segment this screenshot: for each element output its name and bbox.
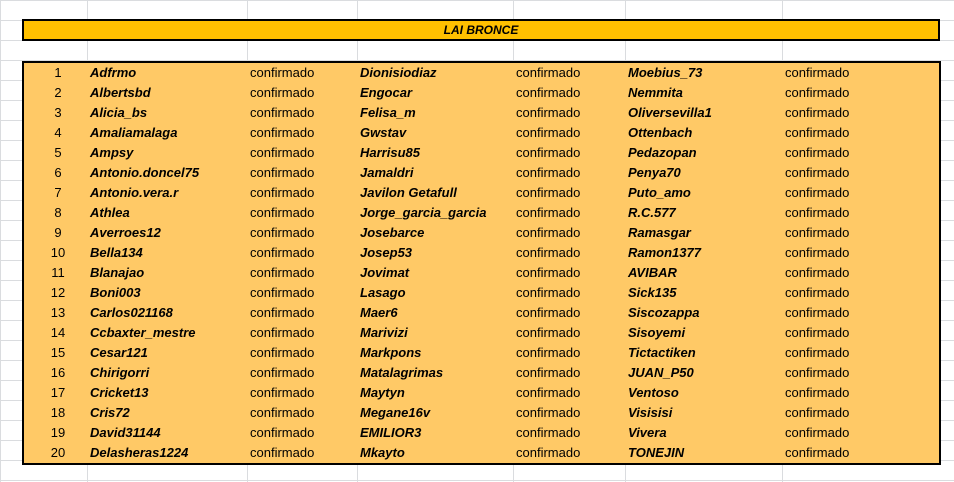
participant-name-cell[interactable]: JUAN_P50 <box>628 365 694 380</box>
participant-name-cell[interactable]: Puto_amo <box>628 185 691 200</box>
participant-name-cell[interactable]: Ampsy <box>90 145 134 160</box>
row-number-cell[interactable]: 20 <box>50 445 66 460</box>
status-cell[interactable]: confirmado <box>250 205 315 220</box>
status-cell[interactable]: confirmado <box>250 365 315 380</box>
participant-name-cell[interactable]: Albertsbd <box>90 85 151 100</box>
status-cell[interactable]: confirmado <box>785 85 850 100</box>
status-cell[interactable]: confirmado <box>250 385 315 400</box>
status-cell[interactable]: confirmado <box>250 305 315 320</box>
participant-name-cell[interactable]: Averroes12 <box>90 225 161 240</box>
row-number-cell[interactable]: 15 <box>50 345 66 360</box>
participant-name-cell[interactable]: Lasago <box>360 285 406 300</box>
status-cell[interactable]: confirmado <box>516 405 581 420</box>
participant-name-cell[interactable]: Jamaldri <box>360 165 414 180</box>
participant-name-cell[interactable]: Ventoso <box>628 385 679 400</box>
participant-name-cell[interactable]: Carlos021168 <box>90 305 173 320</box>
status-cell[interactable]: confirmado <box>516 385 581 400</box>
participant-name-cell[interactable]: Pedazopan <box>628 145 697 160</box>
table-row <box>24 163 939 183</box>
participant-name-cell[interactable]: Gwstav <box>360 125 407 140</box>
status-cell[interactable]: confirmado <box>516 105 581 120</box>
status-cell[interactable]: confirmado <box>785 165 850 180</box>
participant-name-cell[interactable]: Oliversevilla1 <box>628 105 712 120</box>
status-cell[interactable]: confirmado <box>785 245 850 260</box>
status-cell[interactable]: confirmado <box>785 385 850 400</box>
row-number-cell[interactable]: 17 <box>50 385 66 400</box>
table-row <box>24 363 939 383</box>
row-number-cell[interactable]: 14 <box>50 325 66 340</box>
status-cell[interactable]: confirmado <box>250 165 315 180</box>
status-cell[interactable]: confirmado <box>250 125 315 140</box>
status-cell[interactable]: confirmado <box>516 245 581 260</box>
status-cell[interactable]: confirmado <box>516 225 581 240</box>
status-cell[interactable]: confirmado <box>250 85 315 100</box>
status-cell[interactable]: confirmado <box>250 185 315 200</box>
row-number-cell[interactable]: 12 <box>50 285 66 300</box>
participant-name-cell[interactable]: Cris72 <box>90 405 130 420</box>
status-cell[interactable]: confirmado <box>516 265 581 280</box>
table-row <box>24 323 939 343</box>
table-row <box>24 243 939 263</box>
status-cell[interactable]: confirmado <box>516 285 581 300</box>
participant-name-cell[interactable]: Ramasgar <box>628 225 691 240</box>
participant-name-cell[interactable]: David31144 <box>90 425 161 440</box>
participant-name-cell[interactable]: Sisoyemi <box>628 325 686 340</box>
table-row <box>24 203 939 223</box>
status-cell[interactable]: confirmado <box>250 65 315 80</box>
status-cell[interactable]: confirmado <box>250 425 315 440</box>
row-number-cell[interactable]: 2 <box>54 85 62 100</box>
participant-name-cell[interactable]: Ccbaxter_mestre <box>90 325 196 340</box>
table-row <box>24 143 939 163</box>
row-number-cell[interactable]: 18 <box>50 405 66 420</box>
participant-name-cell[interactable]: Maytyn <box>360 385 405 400</box>
participant-name-cell[interactable]: Cesar121 <box>90 345 148 360</box>
participant-name-cell[interactable]: TONEJIN <box>628 445 685 460</box>
status-cell[interactable]: confirmado <box>250 285 315 300</box>
row-number-cell[interactable]: 5 <box>54 145 62 160</box>
participant-name-cell[interactable]: Matalagrimas <box>360 365 444 380</box>
participant-name-cell[interactable]: Amaliamalaga <box>90 125 178 140</box>
status-cell[interactable]: confirmado <box>516 145 581 160</box>
participant-name-cell[interactable]: Vivera <box>628 425 667 440</box>
participant-name-cell[interactable]: Nemmita <box>628 85 683 100</box>
participants-table <box>22 61 941 465</box>
row-number-cell[interactable]: 13 <box>50 305 66 320</box>
status-cell[interactable]: confirmado <box>250 445 315 460</box>
table-row <box>24 103 939 123</box>
status-cell[interactable]: confirmado <box>250 345 315 360</box>
row-number-cell[interactable]: 10 <box>50 245 66 260</box>
status-cell[interactable]: confirmado <box>250 265 315 280</box>
table-row <box>24 83 939 103</box>
status-cell[interactable]: confirmado <box>785 445 850 460</box>
participant-name-cell[interactable]: Antonio.doncel75 <box>90 165 200 180</box>
status-cell[interactable]: confirmado <box>785 105 850 120</box>
participant-name-cell[interactable]: Harrisu85 <box>360 145 420 160</box>
status-cell[interactable]: confirmado <box>516 205 581 220</box>
participant-name-cell[interactable]: Mkayto <box>360 445 405 460</box>
status-cell[interactable]: confirmado <box>250 325 315 340</box>
status-cell[interactable]: confirmado <box>785 205 850 220</box>
participant-name-cell[interactable]: Josebarce <box>360 225 425 240</box>
table-row <box>24 263 939 283</box>
status-cell[interactable]: confirmado <box>516 345 581 360</box>
participant-name-cell[interactable]: Jorge_garcia_garcia <box>360 205 487 220</box>
row-number-cell[interactable]: 6 <box>54 165 62 180</box>
table-row <box>24 303 939 323</box>
row-number-cell[interactable]: 3 <box>54 105 62 120</box>
status-cell[interactable]: confirmado <box>785 365 850 380</box>
participant-name-cell[interactable]: Sick135 <box>628 285 677 300</box>
table-row <box>24 123 939 143</box>
participant-name-cell[interactable]: Ottenbach <box>628 125 693 140</box>
participant-name-cell[interactable]: Tictactiken <box>628 345 696 360</box>
status-cell[interactable]: confirmado <box>250 145 315 160</box>
status-cell[interactable]: confirmado <box>785 325 850 340</box>
participant-name-cell[interactable]: Delasheras1224 <box>90 445 189 460</box>
table-row <box>24 403 939 423</box>
participant-name-cell[interactable]: EMILIOR3 <box>360 425 422 440</box>
participant-name-cell[interactable]: Chirigorri <box>90 365 150 380</box>
participant-name-cell[interactable]: Dionisiodiaz <box>360 65 437 80</box>
table-row <box>24 63 939 83</box>
participant-name-cell[interactable]: Markpons <box>360 345 422 360</box>
row-number-cell[interactable]: 11 <box>51 265 65 280</box>
participant-name-cell[interactable]: Javilon Getafull <box>360 185 457 200</box>
participant-name-cell[interactable]: R.C.577 <box>628 205 676 220</box>
table-row <box>24 183 939 203</box>
status-cell[interactable]: confirmado <box>785 265 850 280</box>
row-number-cell[interactable]: 19 <box>50 425 66 440</box>
participant-name-cell[interactable]: Visisisi <box>628 405 673 420</box>
participant-name-cell[interactable]: Ramon1377 <box>628 245 701 260</box>
participant-name-cell[interactable]: Maer6 <box>360 305 398 320</box>
row-number-cell[interactable]: 7 <box>54 185 62 200</box>
status-cell[interactable]: confirmado <box>785 305 850 320</box>
participant-name-cell[interactable]: Marivizi <box>360 325 408 340</box>
participant-name-cell[interactable]: Moebius_73 <box>628 65 703 80</box>
table-row <box>24 423 939 443</box>
status-cell[interactable]: confirmado <box>516 425 581 440</box>
sheet-title: LAI BRONCE <box>443 23 519 37</box>
status-cell[interactable]: confirmado <box>785 145 850 160</box>
table-row <box>24 443 939 463</box>
participant-name-cell[interactable]: Boni003 <box>90 285 141 300</box>
participant-name-cell[interactable]: Engocar <box>360 85 413 100</box>
participant-name-cell[interactable]: AVIBAR <box>628 265 677 280</box>
status-cell[interactable]: confirmado <box>785 425 850 440</box>
participant-name-cell[interactable]: Cricket13 <box>90 385 149 400</box>
sheet-title-banner[interactable] <box>22 19 940 41</box>
status-cell[interactable]: confirmado <box>785 405 850 420</box>
status-cell[interactable]: confirmado <box>785 125 850 140</box>
participant-name-cell[interactable]: Siscozappa <box>628 305 700 320</box>
participant-name-cell[interactable]: Felisa_m <box>360 105 416 120</box>
table-row <box>24 383 939 403</box>
status-cell[interactable]: confirmado <box>516 65 581 80</box>
table-row <box>24 223 939 243</box>
status-cell[interactable]: confirmado <box>516 125 581 140</box>
status-cell[interactable]: confirmado <box>516 85 581 100</box>
participant-name-cell[interactable]: Jovimat <box>360 265 410 280</box>
participant-name-cell[interactable]: Blanajao <box>90 265 145 280</box>
status-cell[interactable]: confirmado <box>516 165 581 180</box>
participant-name-cell[interactable]: Athlea <box>90 205 130 220</box>
status-cell[interactable]: confirmado <box>516 305 581 320</box>
status-cell[interactable]: confirmado <box>516 445 581 460</box>
status-cell[interactable]: confirmado <box>516 185 581 200</box>
participant-name-cell[interactable]: Antonio.vera.r <box>90 185 179 200</box>
status-cell[interactable]: confirmado <box>516 365 581 380</box>
status-cell[interactable]: confirmado <box>250 245 315 260</box>
status-cell[interactable]: confirmado <box>785 345 850 360</box>
participant-name-cell[interactable]: Josep53 <box>360 245 413 260</box>
row-number-cell[interactable]: 1 <box>54 65 62 80</box>
participant-name-cell[interactable]: Penya70 <box>628 165 681 180</box>
row-number-cell[interactable]: 16 <box>50 365 66 380</box>
row-number-cell[interactable]: 4 <box>54 125 62 140</box>
row-number-cell[interactable]: 8 <box>54 205 62 220</box>
status-cell[interactable]: confirmado <box>785 185 850 200</box>
status-cell[interactable]: confirmado <box>250 405 315 420</box>
status-cell[interactable]: confirmado <box>516 325 581 340</box>
status-cell[interactable]: confirmado <box>785 285 850 300</box>
status-cell[interactable]: confirmado <box>785 65 850 80</box>
participant-name-cell[interactable]: Alicia_bs <box>90 105 148 120</box>
participant-name-cell[interactable]: Megane16v <box>360 405 431 420</box>
row-number-cell[interactable]: 9 <box>54 225 62 240</box>
participant-name-cell[interactable]: Adfrmo <box>90 65 137 80</box>
status-cell[interactable]: confirmado <box>785 225 850 240</box>
participant-name-cell[interactable]: Bella134 <box>90 245 143 260</box>
status-cell[interactable]: confirmado <box>250 105 315 120</box>
table-row <box>24 343 939 363</box>
table-row <box>24 283 939 303</box>
status-cell[interactable]: confirmado <box>250 225 315 240</box>
